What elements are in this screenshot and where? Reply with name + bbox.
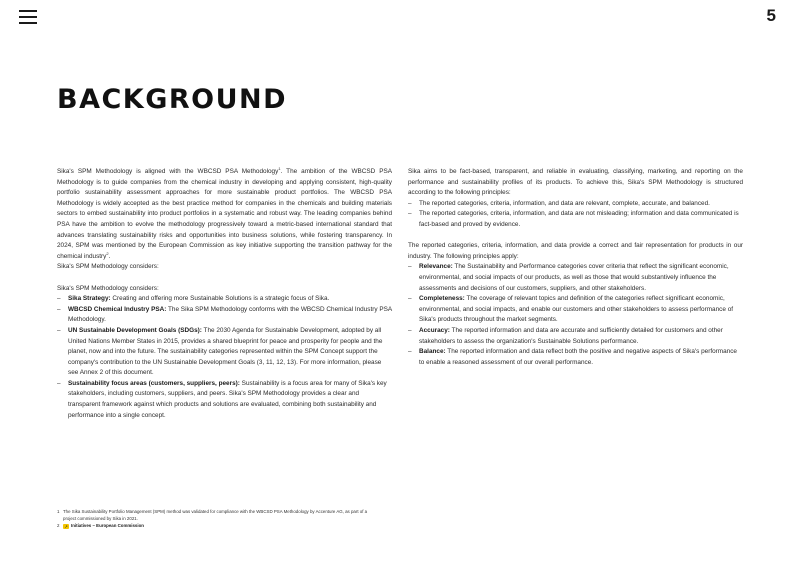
principles-intro: Sika aims to be fact-based, transparent, and reliable in evaluating, classifying, marketing, and reporting on the performance and sustainability profiles of its products. To achieve this, Sika's SPM Methodology is structured according to the following principles: [408,168,743,197]
list-item: – Balance: The reported information and data reflect both the positive and negative aspects of Sika's performance to enable a reasoned assessment of our overall performance. [408,347,743,368]
european-commission-link[interactable]: Initiatives – European Commission [71,522,144,528]
right-column [408,167,743,368]
footnote-ref-2[interactable]: 2 [106,250,109,256]
list-item: – Accuracy: The reported information and data are accurate and sufficiently detailed for customers and other stakeholders to assess the organization's Sustainable Solutions performance. [408,326,743,347]
external-link-icon[interactable]: ↗ [64,523,68,529]
intro-paragraph: Sika's SPM Methodology is aligned with the WBCSD PSA Methodology$^1$. The ambition of the WBCSD PSA Methodology is to guide companies from the chemical industry in developing and applying consistent, high-quality portfolio sustainability assessment approaches for more sustainable product portfolios. The WBCSD PSA Methodology is widely accepted as the best practice method for companies in the chemicals and building materials sectors to embed sustainability into product portfolios in a systematic and robust way. The leading companies behind PSA have the ambition to evolve the methodology progressively toward a metric-based international standard that advances translating sustainability risks and opportunities into business solutions, while fostering transparency. In 2024, SPM was mentioned by the European Commission as key initiative supporting the transition pathway for the chemical industry$^2$. [57,165,392,260]
principles-detail-list [408,262,743,368]
list-item: – Relevance: The Sustainability and Performance categories cover criteria that reflect the significant economic, environmental, and social impacts of our products, as well as those that would substantively influence the assessments and decisions of our customers, suppliers, and other stakeholders. [408,262,743,294]
list-item: – Completeness: The coverage of relevant topics and definition of the categories reflect significant economic, environmental, and social impacts, and enable our customers and other stakeholders to assess performance of Sika's products throughout the market segments. [408,294,743,326]
considers-line-2: Sika's SPM Methodology considers: [57,284,159,292]
footnote-ref-1[interactable]: 1 [278,165,281,171]
list-item: – Sika Strategy: Creating and offering more Sustainable Solutions is a strategic focus of Sika. [57,294,392,305]
representation-paragraph: The reported categories, criteria, information, and data provide a correct and fair representation for products in our industry. The following principles apply: [408,242,743,260]
footnote-2: 2 ↗ Initiatives – European Commission [57,522,144,529]
footnote-1: 1 The Sika Sustainability Portfolio Management (SPM) method was validated for compliance with the WBCSD PSA Methodology by Accenture AG, as part of a project commissioned by Sika in 2021. [57,509,368,521]
page-number: 5 [766,6,776,25]
list-item: – WBCSD Chemical Industry PSA: The Sika SPM Methodology conforms with the WBCSD Chemical Industry PSA Methodology. [57,305,392,326]
left-column [57,167,392,421]
list-item: – Sustainability focus areas (customers, suppliers, peers): Sustainability is a focus area for many of Sika's key stakeholders, including customers, suppliers, and peers. Sika's SPM Methodology provides a clear and transparent framework against which products and solutions are evaluated, combining both sustainability and performance into a single concept. [57,379,392,421]
footnotes [57,509,377,529]
principles-list [408,199,743,231]
list-item: – The reported categories, criteria, information, and data are not misleading; information and data communicated is fact-based and proved by evidence. [408,209,743,230]
page-title: BACKGROUND [57,84,288,115]
considers-line: Sika's SPM Methodology considers: [57,263,159,271]
list-item: – UN Sustainable Development Goals (SDGs): The 2030 Agenda for Sustainable Development, adopted by all United Nations Member States in 2015, provides a shared blueprint for peace and prosperity for people and the planet, now and into the future. The sustainability categories represented within the SPM Concept support the company's contribution to the UN Sustainable Development Goals (3, 11, 12, 13). For more information, please see Annex 2 of this document. [57,326,392,379]
considerations-list [57,294,392,421]
list-item: – The reported categories, criteria, information, and data are relevant, complete, accurate, and balanced. [408,199,743,210]
menu-icon[interactable] [19,10,37,24]
